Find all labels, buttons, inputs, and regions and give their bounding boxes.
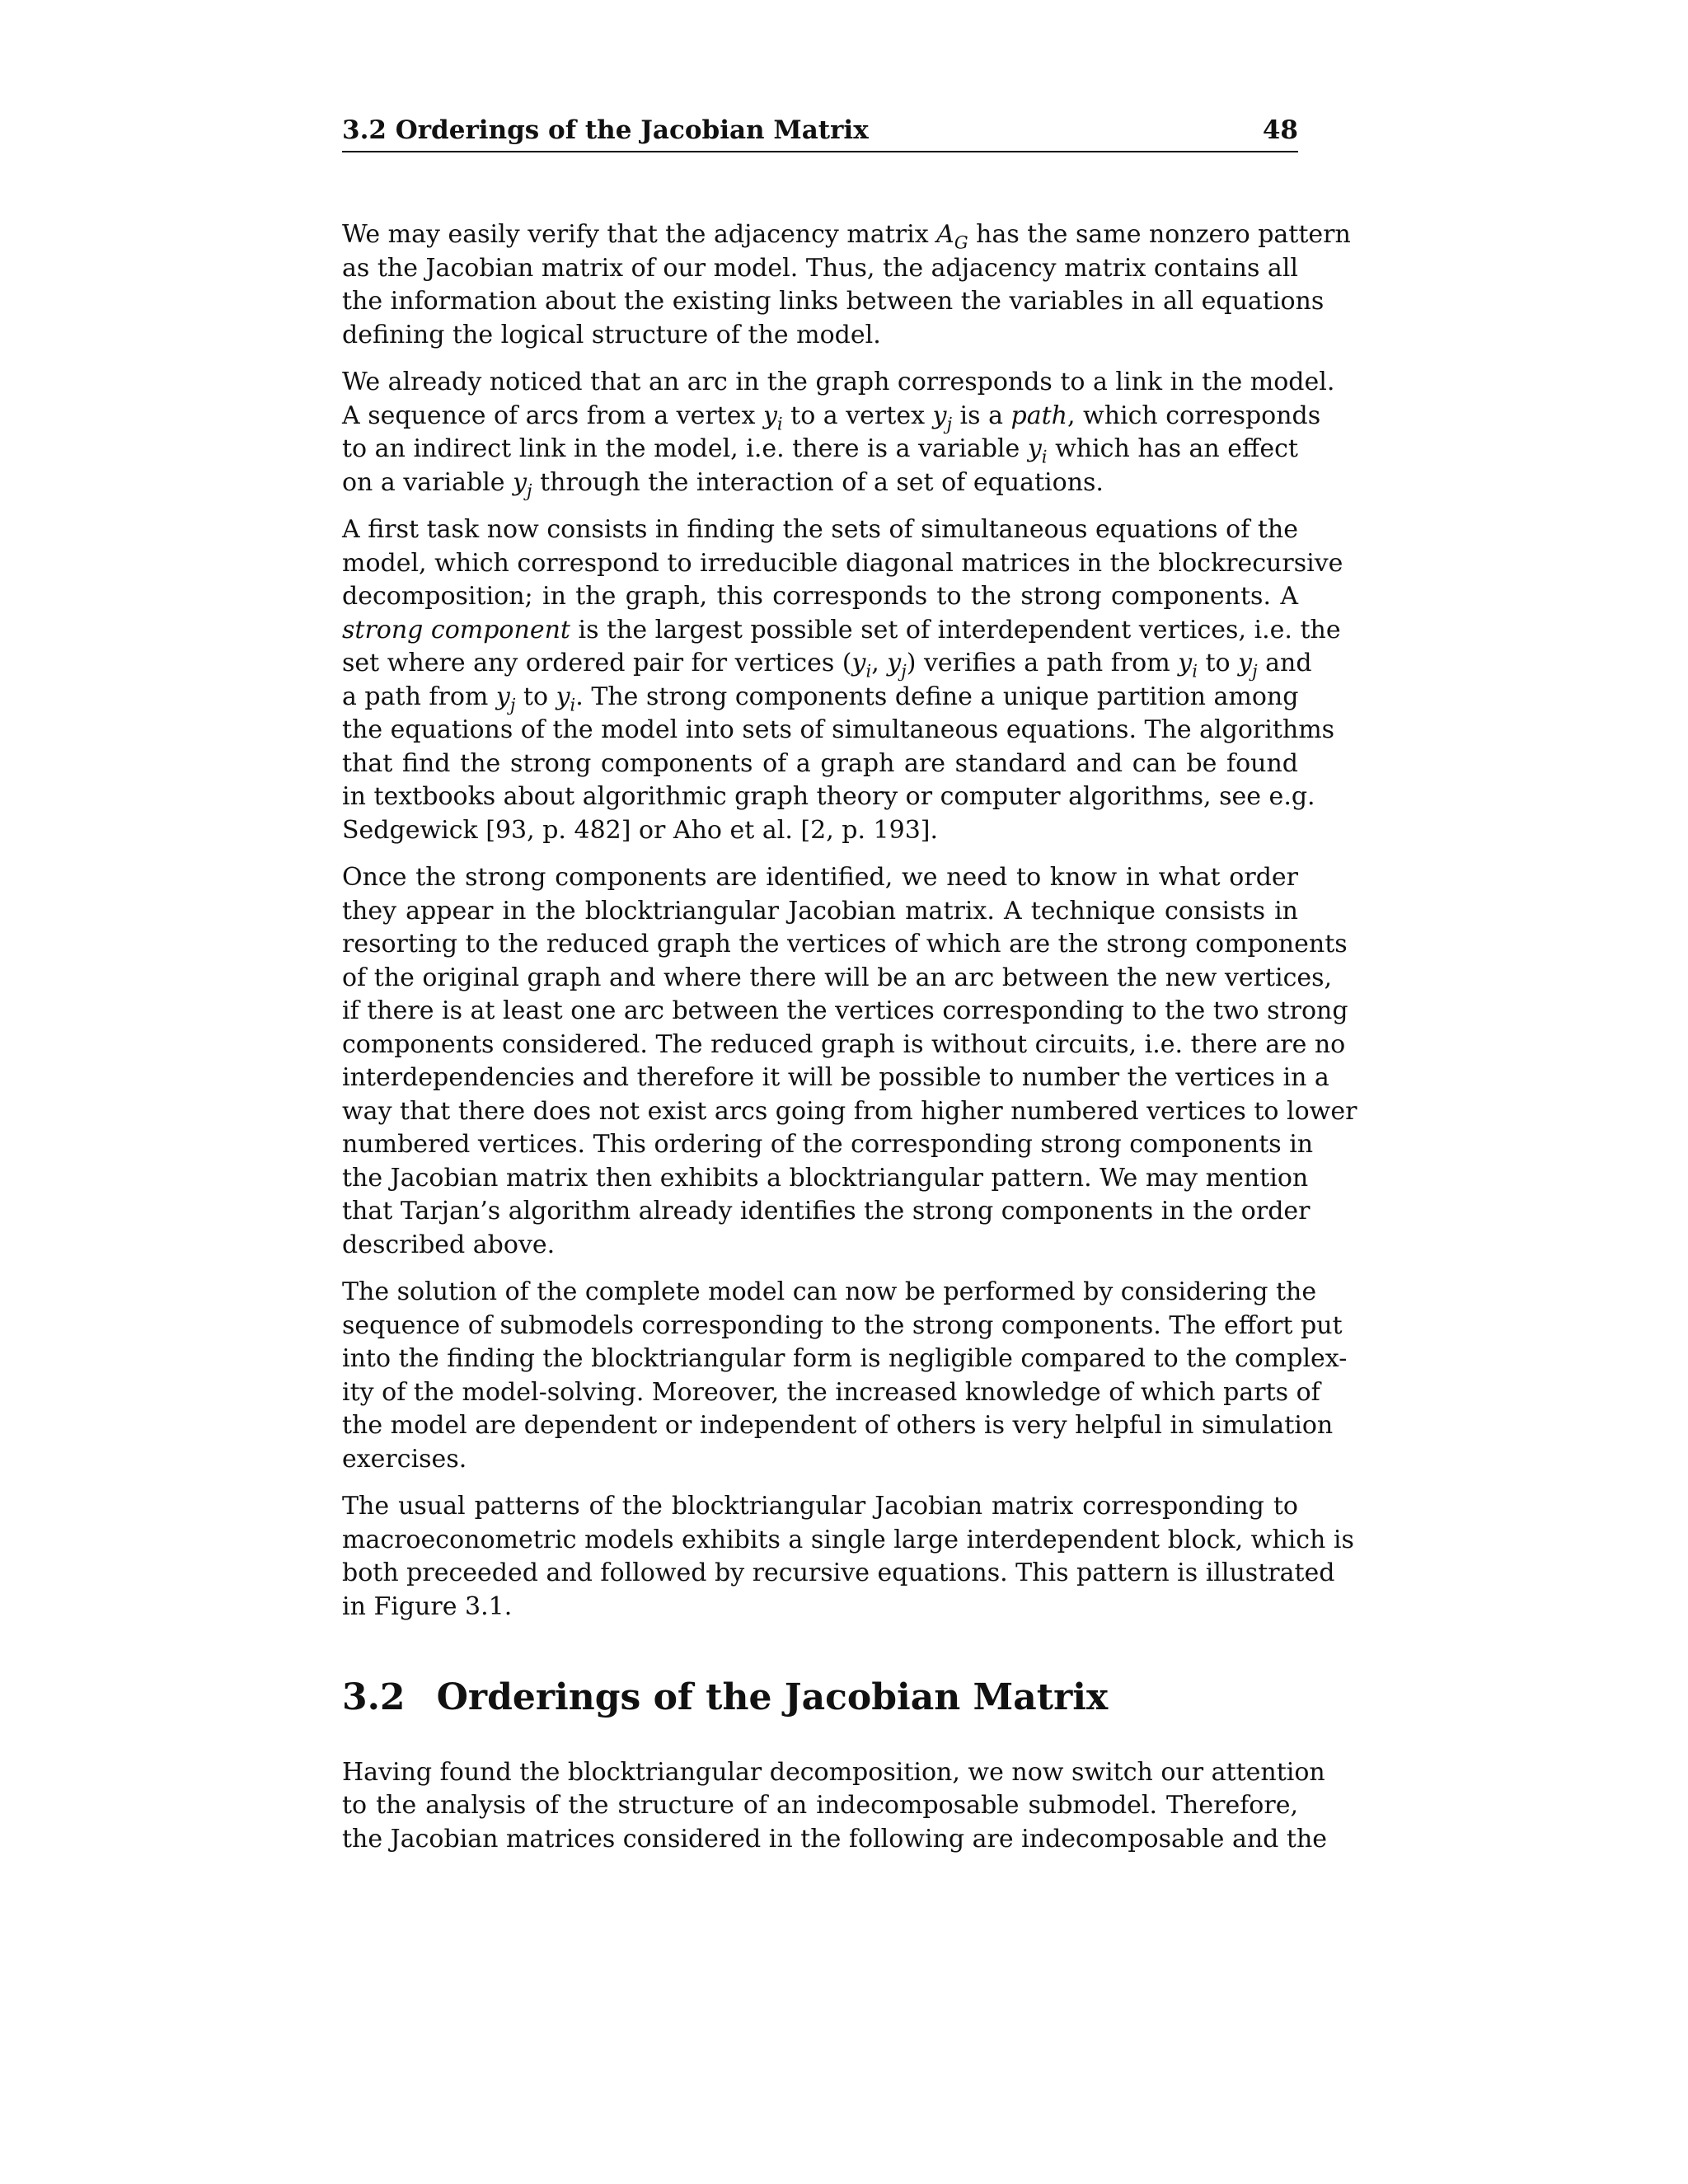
running-title: 3.2 Orderings of the Jacobian Matrix [342,115,869,145]
text-run: to a vertex [782,401,933,430]
text-line [342,780,1315,814]
text-run: to [515,682,556,711]
paragraph [342,1756,1328,1857]
text-line [342,714,1335,748]
math-subscript: i [776,414,783,434]
text-line [342,1409,1334,1443]
text-run: The solution of the complete model can now be performed by considering the [342,1277,1317,1307]
text-line [342,218,1351,253]
text-run: to [1197,649,1239,678]
text-line [342,547,1343,581]
text-line [342,1756,1325,1790]
text-line [342,1310,1343,1343]
text-line [342,466,1298,500]
page-number: 48 [1262,115,1298,145]
text-run: Having found the blocktriangular decomposition, we now switch our attention [342,1757,1325,1787]
paragraph [342,1490,1354,1624]
text-line [342,285,1325,319]
math-subscript: G [954,232,968,253]
text-line [342,1343,1348,1376]
math-subscript: i [1192,661,1198,682]
text-line [342,1443,1298,1477]
text-run: way that there does not exist arcs going from higher numbered vertices to lower [342,1096,1357,1126]
text-run: into the finding the blocktriangular form is negligible compared to the complex- [342,1344,1348,1374]
text-run: in textbooks about algorithmic graph theory or computer algorithms, see e.g. [342,782,1315,812]
math-symbol: y [762,401,777,430]
text-line [342,681,1298,715]
text-line [342,366,1335,400]
text-line [342,1557,1335,1591]
text-run: decomposition; in the graph, this corresponds to the strong components. A [342,582,1298,612]
text-run: as the Jacobian matrix of our model. Thus, the adjacency matrix contains all [342,253,1298,283]
text-line [342,1591,1298,1624]
math-symbol: y [513,467,528,497]
math-subscript: j [946,414,952,434]
text-line [342,1095,1357,1129]
math-symbol: y [495,682,510,711]
text-line [342,614,1341,648]
text-run: macroeconometric models exhibits a single large interdependent block, which is [342,1525,1354,1554]
text-run: ) verifies a path from [906,649,1179,678]
text-run: a path from [342,682,496,711]
running-header [342,115,1298,152]
text-line [342,400,1321,434]
text-line [342,252,1298,286]
text-line [342,433,1298,466]
text-line [342,513,1298,547]
text-run: , [871,649,888,678]
paragraph [342,1276,1348,1476]
math-subscript: i [865,661,872,682]
text-line [342,647,1312,682]
text-run: We may easily verify that the adjacency matrix [342,220,937,250]
text-line [342,319,1298,353]
math-symbol: y [1027,434,1042,464]
paragraph [342,513,1343,847]
text-line [342,1128,1314,1162]
text-line [342,1276,1317,1310]
math-symbol: A [936,220,954,250]
text-line [342,1029,1346,1062]
text-run: which has an effect [1047,434,1298,464]
text-run: components considered. The reduced graph is without circuits, i.e. there are no [342,1029,1346,1059]
math-subscript: j [1252,661,1258,682]
text-line [342,962,1333,996]
text-line [342,1229,1298,1263]
text-run: and [1257,649,1312,678]
text-line [342,1376,1320,1410]
section-heading [342,1676,1298,1720]
paragraph [342,366,1335,501]
text-line [342,861,1298,895]
text-line [342,1162,1309,1196]
text-run: that Tarjan’s algorithm already identifies the strong components in the order [342,1197,1311,1226]
emphasis-term: strong component [342,615,570,644]
body-paragraphs [342,218,1357,1624]
text-run: if there is at least one arc between the vertices corresponding to the two strong [342,996,1348,1026]
text-line [342,748,1298,781]
text-run: exercises. [342,1444,467,1474]
page [342,115,1357,1870]
math-symbol: y [851,649,866,678]
math-subscript: i [570,695,576,715]
text-line [342,814,1298,848]
text-run: numbered vertices. This ordering of the corresponding strong components in [342,1130,1314,1160]
text-line [342,995,1348,1029]
text-run: the equations of the model into sets of simultaneous equations. The algorithms [342,715,1335,745]
text-line [342,895,1298,929]
paragraph [342,861,1357,1262]
math-subscript: i [1041,447,1048,467]
text-run: ity of the model-solving. Moreover, the increased knowledge of which parts of [342,1377,1320,1407]
text-line [342,1524,1354,1558]
text-line [342,580,1298,614]
text-run: has the same nonzero pattern [968,220,1351,250]
section-paragraphs [342,1756,1328,1857]
text-run: on a variable [342,467,513,497]
text-line [342,1823,1328,1857]
text-run: is a [952,401,1011,430]
text-run: through the interaction of a set of equations. [532,467,1104,497]
text-run: set where any ordered pair for vertices ( [342,649,852,678]
text-run: the information about the existing links between the variables in all equations [342,287,1325,316]
text-run: interdependencies and therefore it will be possible to number the vertices in a [342,1063,1329,1093]
text-run: The usual patterns of the blocktriangular Jacobian matrix corresponding to [342,1492,1298,1521]
math-symbol: y [1238,649,1253,678]
text-run: We already noticed that an arc in the graph corresponds to a link in the model. [342,368,1335,397]
section-title: Orderings of the Jacobian Matrix [436,1676,1109,1719]
text-run: to an indirect link in the model, i.e. there is a variable [342,434,1028,464]
text-run: both preceeded and followed by recursive equations. This pattern is illustrated [342,1558,1335,1588]
text-run: described above. [342,1230,556,1259]
math-subscript: j [901,661,907,682]
text-run: is the largest possible set of interdependent vertices, i.e. the [570,615,1341,644]
text-run: sequence of submodels corresponding to the strong components. The effort put [342,1310,1343,1340]
text-line [342,1062,1329,1095]
text-run: defining the logical structure of the model. [342,320,881,349]
text-run: to the analysis of the structure of an indecomposable submodel. Therefore, [342,1791,1298,1821]
text-run: , which corresponds [1067,401,1321,430]
text-line [342,1195,1311,1229]
text-run: resorting to the reduced graph the vertices of which are the strong components [342,930,1348,959]
section-number: 3.2 [342,1676,406,1719]
text-run: they appear in the blocktriangular Jacobian matrix. A technique consists in [342,896,1298,926]
math-symbol: y [932,401,947,430]
math-symbol: y [556,682,570,711]
text-run: the model are dependent or independent of others is very helpful in simulation [342,1411,1334,1441]
math-symbol: y [887,649,902,678]
text-run: Once the strong components are identified, we need to know in what order [342,863,1298,893]
math-subscript: j [509,695,516,715]
text-run: that find the strong components of a graph are standard and can be found [342,748,1298,778]
math-symbol: y [1178,649,1193,678]
paragraph [342,218,1351,352]
text-run: Sedgewick [93, p. 482] or Aho et al. [2, p. 193]. [342,815,939,845]
text-run: the Jacobian matrices considered in the following are indecomposable and the [342,1824,1328,1854]
text-run: the Jacobian matrix then exhibits a blocktriangular pattern. We may mention [342,1163,1309,1193]
text-line [342,928,1348,962]
text-run: A sequence of arcs from a vertex [342,401,763,430]
emphasis-term: path [1010,401,1067,430]
page-body [342,218,1357,1856]
text-run: A first task now consists in finding the sets of simultaneous equations of the [342,515,1298,545]
text-run: model, which correspond to irreducible diagonal matrices in the blockrecursive [342,548,1343,578]
text-line [342,1490,1298,1524]
text-run: in Figure 3.1. [342,1591,513,1621]
text-run: of the original graph and where there will be an arc between the new vertices, [342,963,1333,992]
text-run: . The strong components define a unique partition among [575,682,1299,711]
math-subscript: j [527,480,532,501]
text-line [342,1789,1298,1823]
